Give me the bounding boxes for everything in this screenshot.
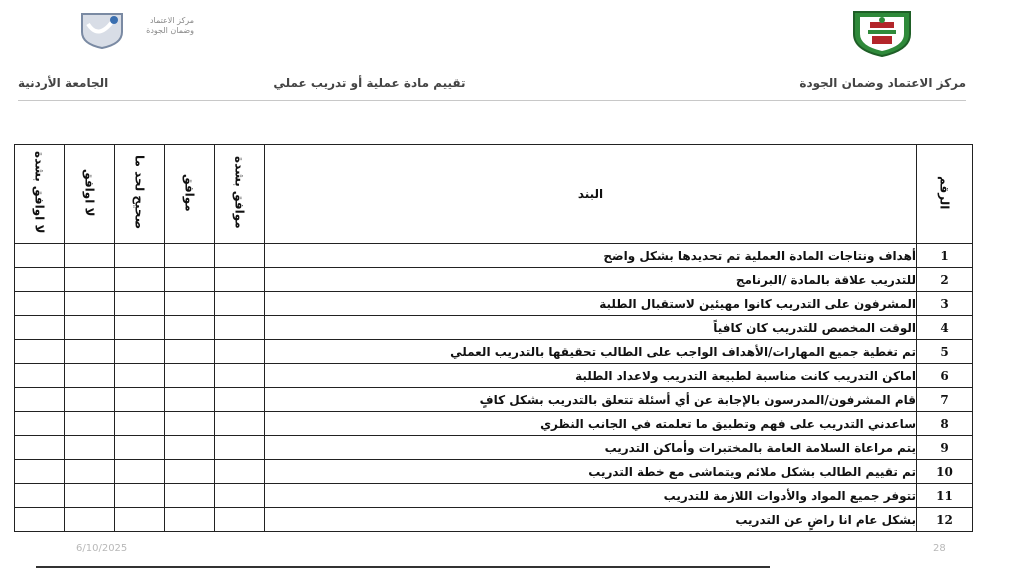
row-item-text: قام المشرفون/المدرسون بالإجابة عن أي أسئلة تتعلق بالتدريب بشكل كافٍ [265,388,917,412]
table-row [15,436,973,460]
rating-cell-disagree[interactable] [65,292,115,316]
header-strongly-agree-label: موافق بشدة [232,156,247,229]
form-title: تقييم مادة عملية أو تدريب عملي [273,76,466,90]
page-number: 28 [933,543,946,554]
header-agree [165,145,215,244]
rating-cell-strongly-disagree[interactable] [15,244,65,268]
table-header-row [15,145,973,244]
rating-cell-neutral[interactable] [115,244,165,268]
row-number: 8 [917,412,973,436]
header-number [917,145,973,244]
header-item: البند [265,145,917,244]
footer-divider [36,566,770,568]
rating-cell-agree[interactable] [165,436,215,460]
rating-cell-agree[interactable] [165,388,215,412]
rating-cell-disagree[interactable] [65,316,115,340]
rating-cell-neutral[interactable] [115,484,165,508]
row-number: 6 [917,364,973,388]
rating-cell-agree[interactable] [165,292,215,316]
center-title: مركز الاعتماد وضمان الجودة [799,76,966,90]
row-item-text: تم تقييم الطالب بشكل ملائم ويتماشى مع خطة التدريب [265,460,917,484]
rating-cell-strongly-disagree[interactable] [15,340,65,364]
rating-cell-strongly-agree[interactable] [215,436,265,460]
rating-cell-strongly-disagree[interactable] [15,436,65,460]
row-number: 9 [917,436,973,460]
header-agree-label: موافق [182,173,197,212]
seal-text-line-1: مركز الاعتماد [149,16,194,25]
row-number: 7 [917,388,973,412]
header-strongly-agree [215,145,265,244]
rating-cell-strongly-agree[interactable] [215,364,265,388]
rating-cell-disagree[interactable] [65,244,115,268]
rating-cell-agree[interactable] [165,412,215,436]
header-strongly-disagree [15,145,65,244]
rating-cell-strongly-agree[interactable] [215,244,265,268]
rating-cell-neutral[interactable] [115,412,165,436]
rating-cell-neutral[interactable] [115,268,165,292]
row-item-text: أهداف ونتاجات المادة العملية تم تحديدها بشكل واضح [265,244,917,268]
row-number: 4 [917,316,973,340]
rating-cell-neutral[interactable] [115,364,165,388]
rating-cell-neutral[interactable] [115,292,165,316]
table-row [15,460,973,484]
table-body [15,244,973,532]
rating-cell-disagree[interactable] [65,268,115,292]
rating-cell-strongly-agree[interactable] [215,412,265,436]
rating-cell-disagree[interactable] [65,508,115,532]
rating-cell-strongly-disagree[interactable] [15,460,65,484]
rating-cell-neutral[interactable] [115,508,165,532]
rating-cell-strongly-disagree[interactable] [15,412,65,436]
seal-text [128,16,194,36]
rating-cell-strongly-disagree[interactable] [15,508,65,532]
rating-cell-agree[interactable] [165,244,215,268]
header-neutral-label: صحيح لحد ما [132,155,147,230]
header-divider [18,100,966,101]
rating-cell-strongly-agree[interactable] [215,292,265,316]
header-bar [18,76,966,98]
row-item-text: ساعدني التدريب على فهم وتطبيق ما تعلمته في الجانب النظري [265,412,917,436]
rating-cell-neutral[interactable] [115,388,165,412]
table-row [15,316,973,340]
table-row [15,244,973,268]
row-number: 1 [917,244,973,268]
rating-cell-strongly-disagree[interactable] [15,484,65,508]
rating-cell-agree[interactable] [165,268,215,292]
row-item-text: يتم مراعاة السلامة العامة بالمختبرات وأماكن التدريب [265,436,917,460]
row-item-text: اماكن التدريب كانت مناسبة لطبيعة التدريب ولاعداد الطلبة [265,364,917,388]
row-number: 3 [917,292,973,316]
table-row [15,340,973,364]
rating-cell-disagree[interactable] [65,412,115,436]
rating-cell-agree[interactable] [165,484,215,508]
rating-cell-disagree[interactable] [65,340,115,364]
row-item-text: للتدريب علاقة بالمادة /البرنامج [265,268,917,292]
rating-cell-agree[interactable] [165,316,215,340]
header-disagree-label: لا اوافق [82,168,97,217]
table-row [15,508,973,532]
rating-cell-strongly-disagree[interactable] [15,364,65,388]
rating-cell-neutral[interactable] [115,460,165,484]
header-number-label: الرقم [937,175,952,210]
university-name: الجامعة الأردنية [18,76,109,90]
row-item-text: بشكل عام انا راضٍ عن التدريب [265,508,917,532]
accreditation-center-logo [78,10,196,50]
rating-cell-disagree[interactable] [65,484,115,508]
rating-cell-disagree[interactable] [65,364,115,388]
rating-cell-neutral[interactable] [115,316,165,340]
row-number: 11 [917,484,973,508]
rating-cell-strongly-agree[interactable] [215,316,265,340]
rating-cell-disagree[interactable] [65,436,115,460]
table-row [15,388,973,412]
seal-text-line-2: وضمان الجودة [146,26,194,35]
row-number: 2 [917,268,973,292]
header-disagree [65,145,115,244]
rating-cell-agree[interactable] [165,340,215,364]
rating-cell-neutral[interactable] [115,436,165,460]
row-number: 5 [917,340,973,364]
rating-cell-neutral[interactable] [115,340,165,364]
row-item-text: تتوفر جميع المواد والأدوات اللازمة للتدريب [265,484,917,508]
row-item-text: المشرفون على التدريب كانوا مهيئين لاستقبال الطلبة [265,292,917,316]
table-row [15,292,973,316]
rating-cell-disagree[interactable] [65,460,115,484]
rating-cell-disagree[interactable] [65,388,115,412]
rating-cell-strongly-agree[interactable] [215,268,265,292]
rating-cell-strongly-disagree[interactable] [15,268,65,292]
header-neutral [115,145,165,244]
table-row [15,364,973,388]
table-row [15,484,973,508]
rating-cell-agree[interactable] [165,508,215,532]
rating-cell-strongly-agree[interactable] [215,484,265,508]
rating-cell-strongly-disagree[interactable] [15,292,65,316]
rating-cell-strongly-agree[interactable] [215,508,265,532]
row-item-text: تم تغطية جميع المهارات/الأهداف الواجب على الطالب تحقيقها بالتدريب العملي [265,340,917,364]
row-item-text: الوقت المخصص للتدريب كان كافياً [265,316,917,340]
table-row [15,268,973,292]
row-number: 12 [917,508,973,532]
rating-cell-agree[interactable] [165,460,215,484]
header-strongly-disagree-label: لا اوافق بشدة [32,151,47,234]
university-logo [848,8,916,58]
footer-date: 6/10/2025 [76,543,128,554]
rating-cell-strongly-agree[interactable] [215,340,265,364]
rating-cell-strongly-disagree[interactable] [15,388,65,412]
rating-cell-strongly-disagree[interactable] [15,316,65,340]
evaluation-table [14,144,973,532]
row-number: 10 [917,460,973,484]
rating-cell-strongly-agree[interactable] [215,460,265,484]
table-row [15,412,973,436]
rating-cell-agree[interactable] [165,364,215,388]
rating-cell-strongly-agree[interactable] [215,388,265,412]
